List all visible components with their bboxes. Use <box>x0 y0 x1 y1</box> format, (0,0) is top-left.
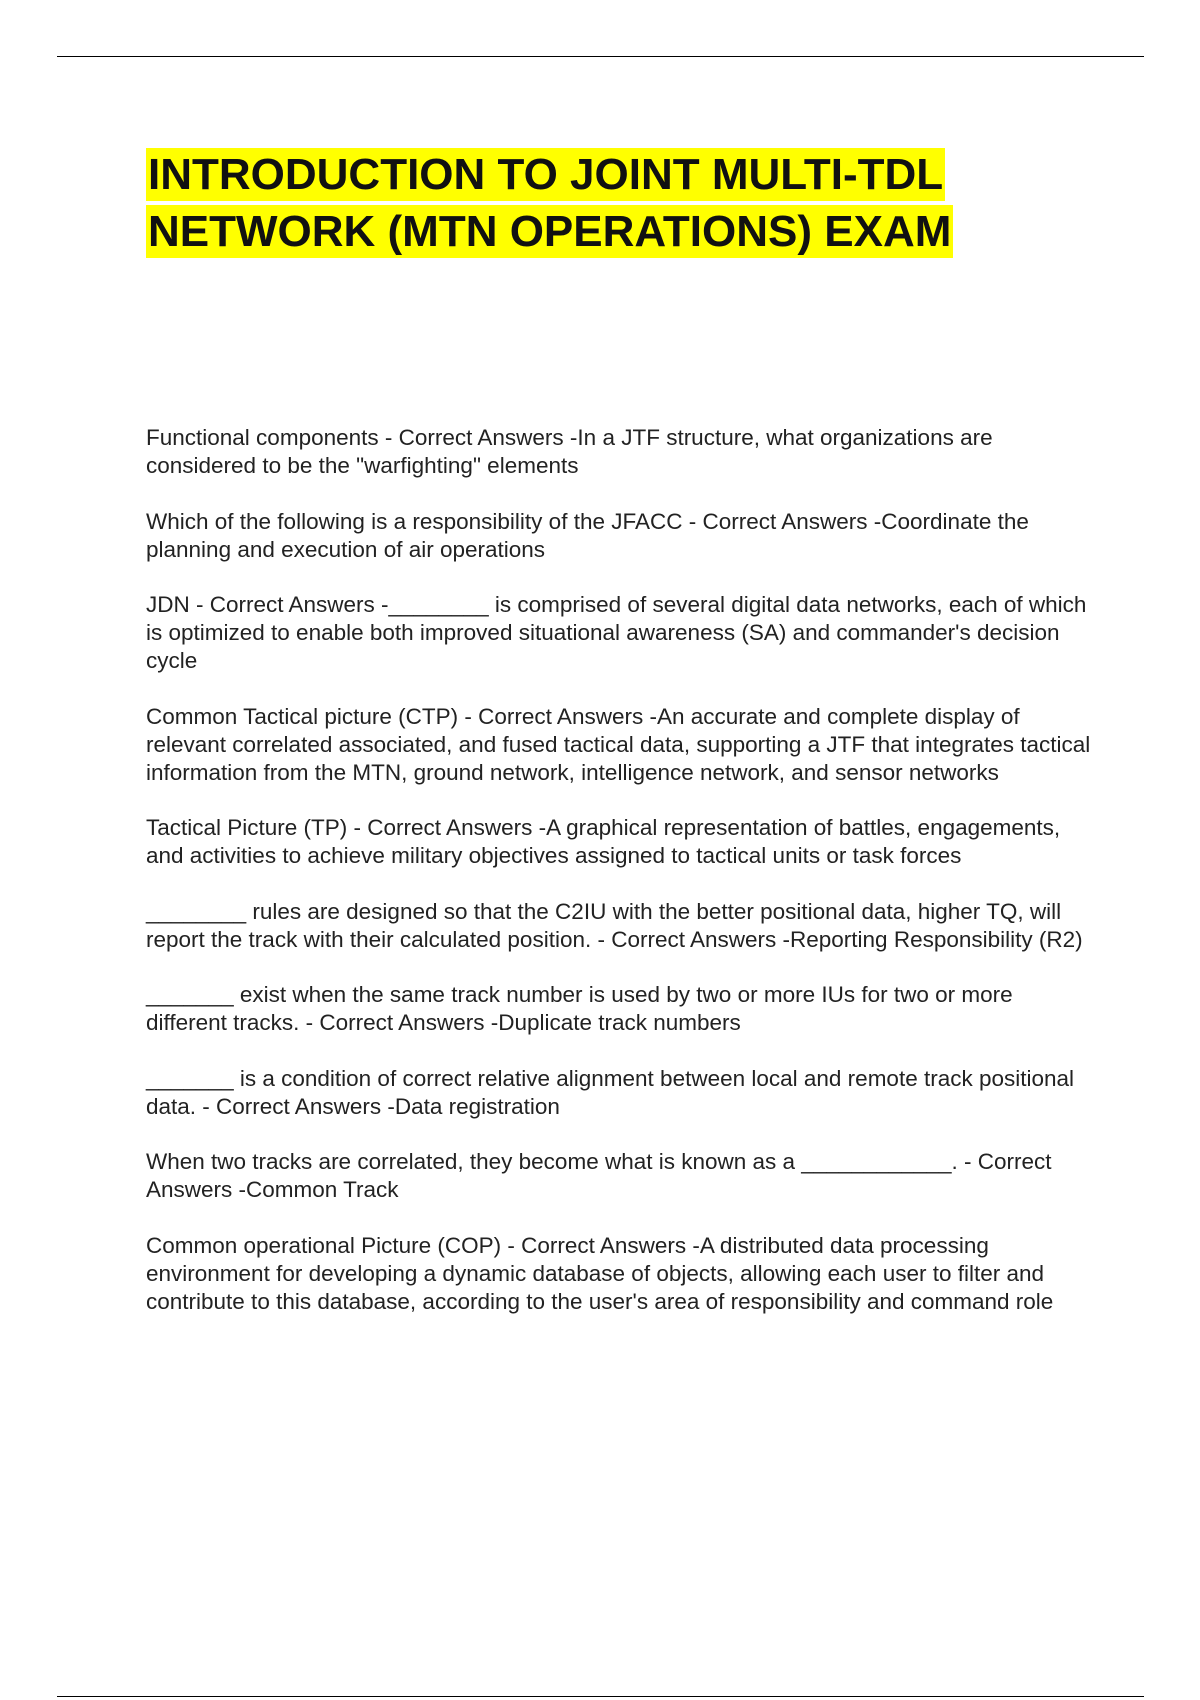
qa-item: Common operational Picture (COP) - Correct Answers -A distributed data processing environment for developing a dynamic database of objects, allowing each user to filter and contribute to this database, according to the user's area of responsibility and command role <box>146 1232 1054 1314</box>
qa-item: _______ is a condition of correct relative alignment between local and remote track positional data. - Correct Answers -Data registration <box>146 1065 1075 1119</box>
qa-item: When two tracks are correlated, they become what is known as a ____________. - Correct Answers -Common Track <box>146 1149 1052 1202</box>
qa-list <box>146 424 1091 1343</box>
qa-item: ________ rules are designed so that the C2IU with the better positional data, higher TQ, will report the track with their calculated position. - Correct Answers -Reporting Responsibility (R2) <box>146 898 1083 952</box>
top-rule <box>57 56 1144 57</box>
qa-item: _______ exist when the same track number is used by two or more IUs for two or more different tracks. - Correct Answers -Duplicate track numbers <box>146 982 1013 1035</box>
document-title <box>146 146 1106 260</box>
qa-item: JDN - Correct Answers -________ is comprised of several digital data networks, each of which is optimized to enable both improved situational awareness (SA) and commander's decision cycle <box>146 592 1087 673</box>
bottom-rule <box>57 1696 1144 1697</box>
title-highlight: INTRODUCTION TO JOINT MULTI-TDL NETWORK (MTN OPERATIONS) EXAM <box>148 150 952 256</box>
qa-item: Which of the following is a responsibility of the JFACC - Correct Answers -Coordinate the planning and execution of air operations <box>146 508 1029 562</box>
qa-item: Functional components - Correct Answers -In a JTF structure, what organizations are considered to be the "warfighting" elements <box>146 425 993 478</box>
qa-item: Common Tactical picture (CTP) - Correct Answers -An accurate and complete display of relevant correlated associated, and fused tactical data, supporting a JTF that integrates tactical information from the MTN, ground network, intelligence network, and sensor networks <box>146 703 1091 785</box>
qa-item: Tactical Picture (TP) - Correct Answers -A graphical representation of battles, engagements, and activities to achieve military objectives assigned to tactical units or task forces <box>146 815 1061 868</box>
